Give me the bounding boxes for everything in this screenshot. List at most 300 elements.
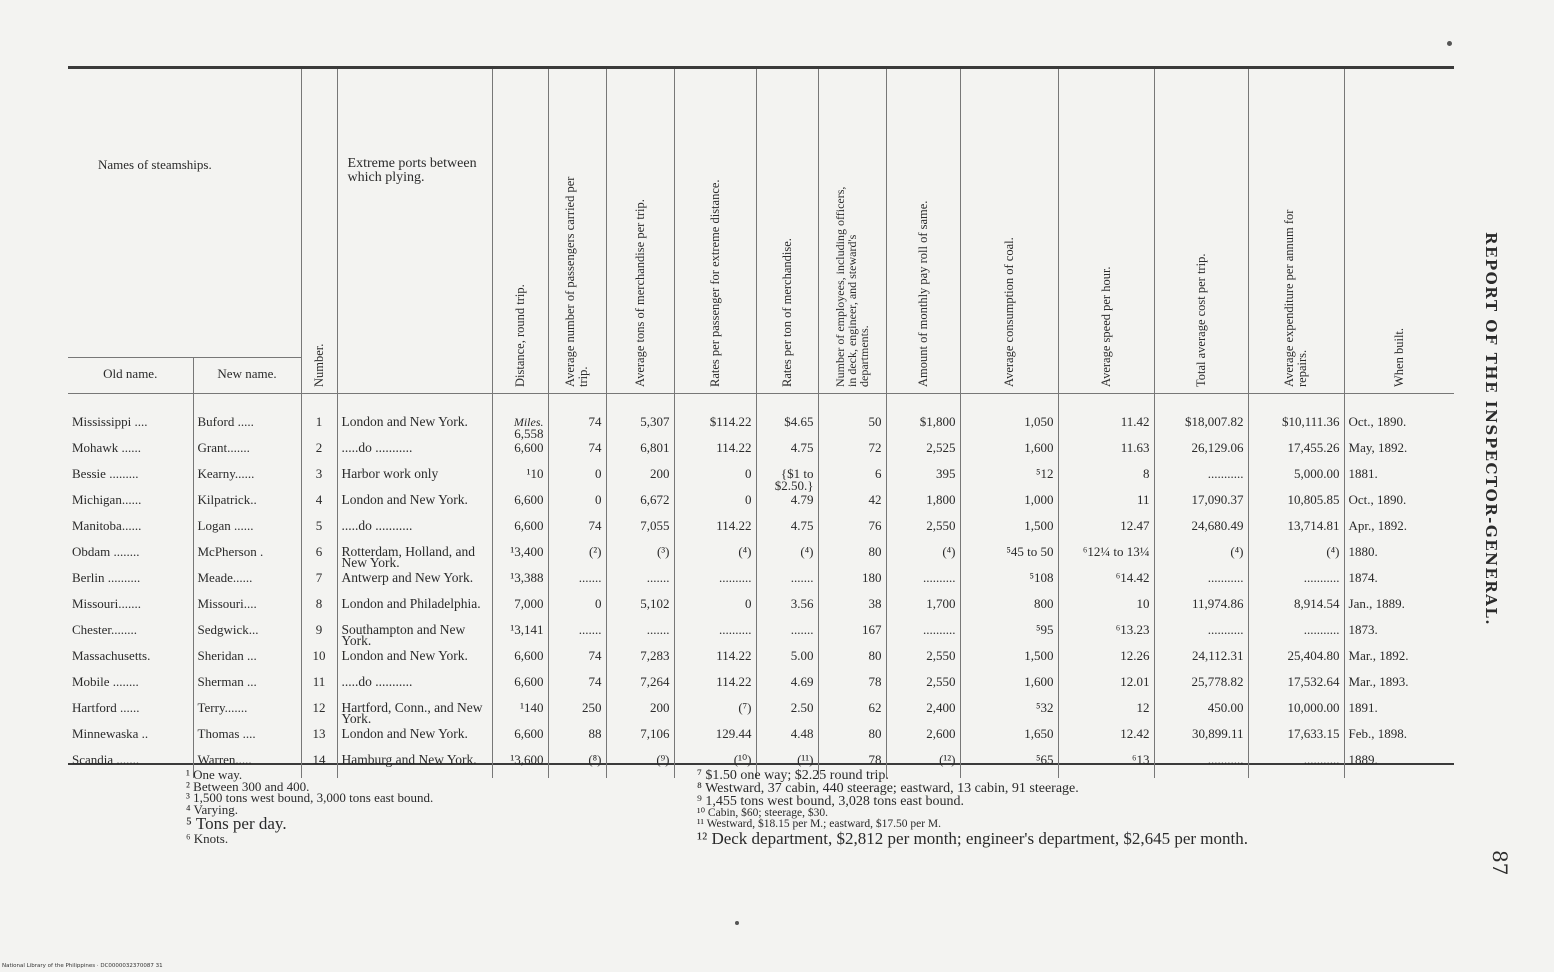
cell-monthly-pay xyxy=(886,570,960,596)
cell-when-built-text: 1874. xyxy=(1348,570,1378,585)
cell-number-text: 2 xyxy=(315,440,323,455)
page-number: 87 xyxy=(1488,850,1512,876)
cell-rate-passenger-text: 129.44 xyxy=(715,726,752,741)
cell-rate-passenger xyxy=(674,544,756,570)
cell-new-name xyxy=(193,518,301,544)
cell-cost-per-trip xyxy=(1154,518,1248,544)
cell-extreme-ports xyxy=(337,570,492,596)
cell-new-name xyxy=(193,622,301,648)
cell-cost-per-trip xyxy=(1154,394,1248,441)
cell-rate-ton xyxy=(756,492,818,518)
cell-rate-passenger xyxy=(674,492,756,518)
table-row xyxy=(68,440,1454,466)
cell-speed xyxy=(1058,518,1154,544)
cell-rate-passenger xyxy=(674,570,756,596)
header-cost-per-trip: Total average cost per trip. xyxy=(1193,253,1208,387)
cell-tons-text: 200 xyxy=(650,700,670,715)
cell-rate-ton-text: 4.48 xyxy=(790,726,814,741)
cell-monthly-pay-text: (¹²) xyxy=(939,752,956,767)
cell-rate-ton xyxy=(756,466,818,492)
cell-new-name-text: Meade...... xyxy=(197,570,253,585)
table-row xyxy=(68,492,1454,518)
cell-speed-text: 12.01 xyxy=(1120,674,1150,689)
cell-extreme-ports xyxy=(337,674,492,700)
cell-rate-ton-text: 4.79 xyxy=(790,492,814,507)
cell-rate-ton xyxy=(756,394,818,441)
footnote-5: ⁵ Tons per day. xyxy=(186,814,287,833)
cell-rate-passenger-text: (¹⁰) xyxy=(733,752,752,767)
cell-speed-text: ⁶13 xyxy=(1131,752,1150,767)
cell-repairs-text: 8,914.54 xyxy=(1294,596,1340,611)
cell-old-name-text: Chester........ xyxy=(72,622,137,637)
cell-old-name xyxy=(68,466,193,492)
cell-monthly-pay xyxy=(886,518,960,544)
cell-monthly-pay xyxy=(886,440,960,466)
cell-repairs xyxy=(1248,648,1344,674)
cell-new-name-text: Thomas .... xyxy=(197,726,256,741)
cell-when-built-text: May, 1892. xyxy=(1348,440,1408,455)
cell-coal-text: 1,500 xyxy=(1024,648,1054,663)
cell-passengers-text: 74 xyxy=(588,440,602,455)
cell-passengers-text: (⁸) xyxy=(588,752,602,767)
cell-when-built-text: 1873. xyxy=(1348,622,1378,637)
cell-extreme-ports-text: London and New York. xyxy=(341,648,468,663)
cell-speed xyxy=(1058,466,1154,492)
cell-tons xyxy=(606,648,674,674)
cell-employees xyxy=(818,394,886,441)
cell-old-name-text: Manitoba...... xyxy=(72,518,142,533)
cell-old-name-text: Obdam ........ xyxy=(72,544,140,559)
cell-passengers-text: ....... xyxy=(578,570,602,585)
cell-speed-text: 8 xyxy=(1143,466,1150,481)
cell-tons xyxy=(606,518,674,544)
cell-new-name-text: Warren..... xyxy=(197,752,252,767)
cell-when-built-text: Oct., 1890. xyxy=(1348,414,1407,429)
cell-cost-per-trip xyxy=(1154,570,1248,596)
cell-monthly-pay xyxy=(886,466,960,492)
cell-tons-text: ....... xyxy=(646,622,670,637)
cell-employees-text: 80 xyxy=(868,648,882,663)
cell-passengers-text: 0 xyxy=(595,466,602,481)
cell-distance xyxy=(492,622,548,648)
cell-when-built xyxy=(1344,570,1454,596)
cell-old-name-text: Michigan...... xyxy=(72,492,142,507)
cell-employees-text: 62 xyxy=(868,700,882,715)
cell-repairs xyxy=(1248,492,1344,518)
cell-distance xyxy=(492,492,548,518)
cell-distance xyxy=(492,648,548,674)
cell-repairs-text: ........... xyxy=(1303,622,1340,637)
header-coal: Average consumption of coal. xyxy=(1001,237,1016,387)
cell-speed-text: 11 xyxy=(1136,492,1150,507)
cell-rate-ton-text: (⁴) xyxy=(800,544,814,559)
cell-old-name-text: Hartford ...... xyxy=(72,700,140,715)
cell-new-name xyxy=(193,648,301,674)
cell-repairs xyxy=(1248,700,1344,726)
table-row xyxy=(68,648,1454,674)
cell-repairs xyxy=(1248,440,1344,466)
footnote-4: ⁴ Varying. xyxy=(186,801,238,817)
cell-new-name xyxy=(193,466,301,492)
cell-extreme-ports-text: .....do ........... xyxy=(341,518,413,533)
cell-number xyxy=(301,440,337,466)
footnote-10: ¹⁰ Cabin, $60; steerage, $30. xyxy=(697,807,829,819)
cell-new-name-text: Sherman ... xyxy=(197,674,257,689)
table-row xyxy=(68,466,1454,492)
cell-rate-ton-text: 3.56 xyxy=(790,596,814,611)
cell-passengers xyxy=(548,622,606,648)
cell-rate-passenger-text: (⁴) xyxy=(738,544,752,559)
cell-tons-text: 7,283 xyxy=(640,648,670,663)
cell-rate-passenger xyxy=(674,394,756,441)
cell-rate-passenger xyxy=(674,596,756,622)
header-repairs: Average expenditure per annum for repairs. xyxy=(1282,209,1310,387)
header-new-name: New name. xyxy=(193,358,301,394)
cell-rate-passenger-text: 114.22 xyxy=(716,674,752,689)
cell-employees-text: 38 xyxy=(868,596,882,611)
cell-coal xyxy=(960,700,1058,726)
cell-employees-text: 180 xyxy=(862,570,882,585)
cell-coal xyxy=(960,518,1058,544)
footnote-7: ⁷ $1.50 one way; $2.25 round trip. xyxy=(697,768,889,783)
cell-number xyxy=(301,674,337,700)
cell-employees xyxy=(818,700,886,726)
cell-passengers-text: ....... xyxy=(578,622,602,637)
cell-when-built-text: 1891. xyxy=(1348,700,1378,715)
cell-employees-text: 80 xyxy=(868,726,882,741)
cell-passengers xyxy=(548,466,606,492)
cell-rate-passenger-text: 0 xyxy=(745,596,752,611)
cell-extreme-ports-text: London and New York. xyxy=(341,414,468,429)
cell-cost-per-trip-text: $18,007.82 xyxy=(1185,414,1244,429)
cell-distance xyxy=(492,674,548,700)
cell-speed xyxy=(1058,492,1154,518)
cell-speed xyxy=(1058,440,1154,466)
cell-employees-text: 78 xyxy=(868,674,882,689)
cell-monthly-pay-text: 2,600 xyxy=(926,726,956,741)
header-old-name: Old name. xyxy=(68,358,193,394)
cell-passengers-text: 0 xyxy=(595,596,602,611)
cell-rate-passenger xyxy=(674,726,756,752)
cell-number xyxy=(301,700,337,726)
header-distance: Distance, round trip. xyxy=(512,284,527,387)
header-rates-ton: Rates per ton of merchandise. xyxy=(779,238,794,387)
cell-passengers xyxy=(548,674,606,700)
cell-coal xyxy=(960,570,1058,596)
cell-old-name-text: Minnewaska .. xyxy=(72,726,149,741)
steamship-table xyxy=(68,69,1454,778)
cell-distance-text: 6,600 xyxy=(514,726,544,741)
footnotes-right xyxy=(697,769,1457,848)
cell-monthly-pay xyxy=(886,674,960,700)
cell-cost-per-trip-text: ........... xyxy=(1207,466,1244,481)
footnote-6: ⁶ Knots. xyxy=(186,831,229,846)
cell-number xyxy=(301,726,337,752)
cell-tons-text: 7,106 xyxy=(640,726,670,741)
cell-cost-per-trip xyxy=(1154,466,1248,492)
cell-coal xyxy=(960,726,1058,752)
cell-passengers xyxy=(548,700,606,726)
cell-extreme-ports xyxy=(337,648,492,674)
miles-unit-label: Miles. xyxy=(513,415,544,429)
cell-speed xyxy=(1058,394,1154,441)
cell-speed xyxy=(1058,622,1154,648)
cell-coal xyxy=(960,674,1058,700)
cell-coal-text: 1,000 xyxy=(1024,492,1054,507)
cell-distance xyxy=(492,596,548,622)
cell-new-name-text: Logan ...... xyxy=(197,518,254,533)
cell-extreme-ports-text: Antwerp and New York. xyxy=(341,570,474,585)
cell-coal-text: 800 xyxy=(1034,596,1054,611)
cell-tons xyxy=(606,622,674,648)
cell-coal-text: ⁵45 to 50 xyxy=(1006,544,1054,559)
cell-old-name xyxy=(68,648,193,674)
cell-cost-per-trip xyxy=(1154,544,1248,570)
cell-distance xyxy=(492,518,548,544)
cell-monthly-pay-text: 395 xyxy=(936,466,956,481)
cell-rate-ton-text: (¹¹) xyxy=(797,752,814,767)
cell-when-built-text: Mar., 1892. xyxy=(1348,648,1409,663)
cell-extreme-ports xyxy=(337,596,492,622)
running-head: REPORT OF THE INSPECTOR-GENERAL. xyxy=(1482,232,1500,627)
cell-when-built xyxy=(1344,674,1454,700)
cell-new-name-text: Sedgwick... xyxy=(197,622,259,637)
cell-distance-text: ¹10 xyxy=(526,466,544,481)
cell-distance-text: 6,600 xyxy=(514,648,544,663)
cell-number xyxy=(301,544,337,570)
cell-extreme-ports-text: London and New York. xyxy=(341,492,468,507)
cell-monthly-pay xyxy=(886,544,960,570)
cell-distance-text: ¹3,388 xyxy=(510,570,544,585)
cell-coal xyxy=(960,544,1058,570)
cell-repairs-text: 5,000.00 xyxy=(1294,466,1340,481)
cell-repairs xyxy=(1248,544,1344,570)
cell-number-text: 5 xyxy=(315,518,323,533)
cell-distance-text: 6,558 xyxy=(514,426,544,441)
cell-old-name xyxy=(68,752,193,778)
cell-extreme-ports-text: London and New York. xyxy=(341,726,468,741)
cell-when-built-text: Apr., 1892. xyxy=(1348,518,1408,533)
cell-extreme-ports xyxy=(337,700,492,726)
cell-tons xyxy=(606,544,674,570)
cell-rate-passenger xyxy=(674,440,756,466)
cell-coal xyxy=(960,492,1058,518)
cell-rate-passenger-text: .......... xyxy=(719,622,752,637)
cell-rate-passenger xyxy=(674,518,756,544)
cell-rate-ton-text: ....... xyxy=(790,622,814,637)
cell-passengers-text: 0 xyxy=(595,492,602,507)
cell-new-name xyxy=(193,394,301,441)
table-row xyxy=(68,544,1454,570)
cell-tons xyxy=(606,596,674,622)
cell-extreme-ports-text: Harbor work only xyxy=(341,466,439,481)
cell-extreme-ports xyxy=(337,492,492,518)
cell-extreme-ports xyxy=(337,394,492,441)
cell-monthly-pay-text: 2,525 xyxy=(926,440,956,455)
cell-extreme-ports xyxy=(337,726,492,752)
footnote-1: ¹ One way. xyxy=(186,767,243,782)
cell-repairs-text: ........... xyxy=(1303,570,1340,585)
cell-tons-text: 6,672 xyxy=(640,492,670,507)
header-employees: Number of employees, including officers, in deck, engineer, and steward's departments. xyxy=(833,186,872,387)
cell-when-built xyxy=(1344,544,1454,570)
header-rates-passenger: Rates per passenger for extreme distance. xyxy=(707,179,722,387)
cell-speed-text: ⁶13.23 xyxy=(1115,622,1150,637)
cell-employees-text: 78 xyxy=(868,752,882,767)
cell-when-built xyxy=(1344,622,1454,648)
cell-coal xyxy=(960,440,1058,466)
cell-monthly-pay-text: $1,800 xyxy=(919,414,956,429)
table-row xyxy=(68,726,1454,752)
cell-rate-ton-text: {$1 to $2.50.} xyxy=(774,466,814,493)
cell-employees xyxy=(818,492,886,518)
cell-new-name xyxy=(193,700,301,726)
cell-cost-per-trip-text: 11,974.86 xyxy=(1191,596,1244,611)
cell-coal-text: 1,600 xyxy=(1024,440,1054,455)
cell-employees-text: 80 xyxy=(868,544,882,559)
cell-old-name-text: Missouri....... xyxy=(72,596,141,611)
cell-extreme-ports-text: Hamburg and New York. xyxy=(341,752,477,767)
cell-speed-text: 12.26 xyxy=(1120,648,1150,663)
cell-when-built-text: Oct., 1890. xyxy=(1348,492,1407,507)
cell-employees xyxy=(818,674,886,700)
cell-distance-text: ¹3,141 xyxy=(510,622,544,637)
cell-rate-ton xyxy=(756,544,818,570)
cell-employees-text: 72 xyxy=(868,440,882,455)
header-names-of-steamships: Names of steamships. xyxy=(98,157,212,172)
cell-number xyxy=(301,394,337,441)
cell-passengers xyxy=(548,544,606,570)
cell-employees xyxy=(818,648,886,674)
cell-distance xyxy=(492,700,548,726)
cell-monthly-pay-text: 2,550 xyxy=(926,674,956,689)
table-row xyxy=(68,518,1454,544)
cell-old-name-text: Mohawk ...... xyxy=(72,440,141,455)
cell-rate-ton xyxy=(756,518,818,544)
cell-repairs xyxy=(1248,394,1344,441)
cell-tons xyxy=(606,752,674,778)
cell-speed-text: 11.63 xyxy=(1120,440,1150,455)
cell-rate-ton-text: 4.75 xyxy=(790,440,814,455)
cell-new-name-text: Grant....... xyxy=(197,440,250,455)
cell-extreme-ports-text: Hartford, Conn., and New York. xyxy=(341,700,483,726)
cell-coal-text: ⁵65 xyxy=(1035,752,1054,767)
cell-tons xyxy=(606,674,674,700)
cell-coal-text: 1,050 xyxy=(1024,414,1054,429)
cell-number-text: 11 xyxy=(312,674,326,689)
footnote-9: ⁹ 1,455 tons west bound, 3,028 tons east bound. xyxy=(697,794,964,809)
cell-cost-per-trip-text: 24,680.49 xyxy=(1191,518,1244,533)
cell-employees-text: 50 xyxy=(868,414,882,429)
cell-new-name-text: Sheridan ... xyxy=(197,648,257,663)
cell-when-built xyxy=(1344,648,1454,674)
cell-employees-text: 167 xyxy=(862,622,882,637)
cell-rate-ton xyxy=(756,622,818,648)
cell-employees xyxy=(818,518,886,544)
cell-new-name xyxy=(193,544,301,570)
cell-passengers xyxy=(548,570,606,596)
cell-repairs-text: 10,000.00 xyxy=(1287,700,1340,715)
cell-employees-text: 42 xyxy=(868,492,882,507)
cell-distance-text: 7,000 xyxy=(514,596,544,611)
cell-old-name-text: Mobile ........ xyxy=(72,674,139,689)
cell-cost-per-trip-text: 17,090.37 xyxy=(1191,492,1244,507)
cell-tons xyxy=(606,492,674,518)
table-row xyxy=(68,700,1454,726)
cell-old-name-text: Bessie ......... xyxy=(72,466,139,481)
table-row xyxy=(68,570,1454,596)
cell-monthly-pay-text: 1,700 xyxy=(926,596,956,611)
cell-new-name xyxy=(193,726,301,752)
cell-tons-text: (³) xyxy=(656,544,670,559)
cell-repairs-text: ........... xyxy=(1303,752,1340,767)
cell-old-name xyxy=(68,394,193,441)
cell-old-name-text: Scandia ....... xyxy=(72,752,140,767)
cell-monthly-pay xyxy=(886,492,960,518)
cell-number-text: 13 xyxy=(312,726,326,741)
cell-rate-ton-text: ....... xyxy=(790,570,814,585)
cell-when-built-text: Mar., 1893. xyxy=(1348,674,1409,689)
cell-rate-ton-text: $4.65 xyxy=(784,414,814,429)
cell-passengers xyxy=(548,518,606,544)
cell-speed-text: 12 xyxy=(1136,700,1150,715)
cell-distance xyxy=(492,570,548,596)
cell-rate-ton-text: 5.00 xyxy=(790,648,814,663)
scan-credit: National Library of the Philippines · DC0000032370087 31 xyxy=(2,963,163,969)
cell-rate-passenger xyxy=(674,466,756,492)
cell-employees xyxy=(818,596,886,622)
cell-passengers-text: (²) xyxy=(588,544,602,559)
cell-tons-text: 5,102 xyxy=(640,596,670,611)
cell-coal-text: 1,650 xyxy=(1024,726,1054,741)
cell-coal-text: ⁵108 xyxy=(1029,570,1054,585)
cell-extreme-ports xyxy=(337,518,492,544)
cell-distance-text: 6,600 xyxy=(514,518,544,533)
cell-rate-ton-text: 4.69 xyxy=(790,674,814,689)
cell-repairs-text: 17,633.15 xyxy=(1287,726,1340,741)
cell-cost-per-trip xyxy=(1154,700,1248,726)
cell-rate-passenger xyxy=(674,700,756,726)
ink-dot xyxy=(1447,41,1452,46)
footnotes-left xyxy=(186,769,606,845)
cell-new-name-text: Kearny...... xyxy=(197,466,255,481)
cell-employees xyxy=(818,570,886,596)
cell-cost-per-trip xyxy=(1154,440,1248,466)
cell-distance-text: 6,600 xyxy=(514,492,544,507)
cell-when-built-text: 1881. xyxy=(1348,466,1378,481)
cell-cost-per-trip xyxy=(1154,622,1248,648)
footnote-2: ² Between 300 and 400. xyxy=(186,778,310,794)
cell-number xyxy=(301,492,337,518)
cell-passengers xyxy=(548,492,606,518)
cell-number-text: 1 xyxy=(315,414,323,429)
cell-extreme-ports xyxy=(337,440,492,466)
cell-new-name xyxy=(193,596,301,622)
cell-coal xyxy=(960,596,1058,622)
cell-cost-per-trip xyxy=(1154,648,1248,674)
cell-repairs-text: $10,111.36 xyxy=(1281,414,1340,429)
cell-number xyxy=(301,518,337,544)
cell-rate-passenger-text: 114.22 xyxy=(716,440,752,455)
cell-extreme-ports-text: .....do ........... xyxy=(341,674,413,689)
cell-tons-text: 7,055 xyxy=(640,518,670,533)
cell-cost-per-trip-text: 450.00 xyxy=(1207,700,1244,715)
cell-number-text: 7 xyxy=(315,570,323,585)
table-row xyxy=(68,596,1454,622)
cell-monthly-pay xyxy=(886,596,960,622)
cell-cost-per-trip-text: 30,899.11 xyxy=(1191,726,1244,741)
cell-old-name-text: Berlin .......... xyxy=(72,570,141,585)
